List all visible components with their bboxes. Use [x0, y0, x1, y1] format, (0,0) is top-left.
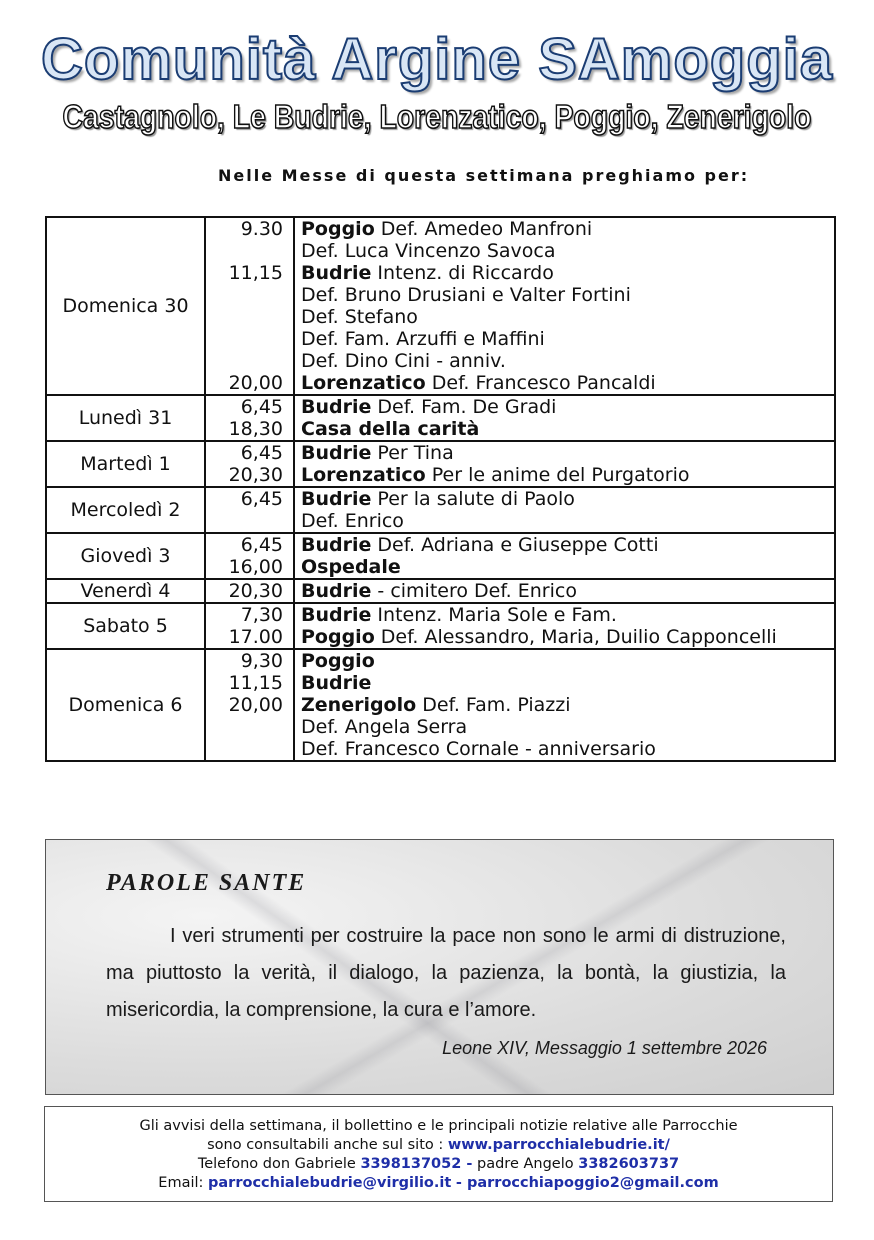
- phone-number-2[interactable]: 3382603737: [578, 1156, 680, 1172]
- contact-footer: [44, 1106, 833, 1202]
- mass-time: 9,30: [240, 650, 283, 672]
- parish-name: Ospedale: [301, 556, 401, 578]
- intention-line: [301, 626, 834, 648]
- footer-site-label: sono consultabili anche sul sito :: [207, 1137, 448, 1153]
- parish-name: Budrie: [301, 604, 372, 626]
- intention-line: [301, 738, 834, 760]
- mass-time: 9.30: [240, 218, 283, 240]
- times-cell: [205, 441, 294, 487]
- intention-text: Intenz. di Riccardo: [371, 262, 554, 284]
- email-separator: -: [455, 1175, 467, 1191]
- mass-time: 7,30: [240, 604, 283, 626]
- intention-text: Def. Dino Cini - anniv.: [301, 350, 506, 372]
- intention-line: [301, 534, 834, 556]
- parish-name: Budrie: [301, 488, 372, 510]
- email-label: Email:: [158, 1175, 209, 1191]
- day-cell: Martedì 1: [46, 441, 205, 487]
- email-link-1[interactable]: parrocchialebudrie@virgilio.it: [208, 1175, 452, 1191]
- schedule-row: [46, 603, 835, 649]
- times-cell: [205, 395, 294, 441]
- intention-line: [301, 284, 834, 306]
- intention-line: [301, 328, 834, 350]
- intention-text: Def. Fam. Piazzi: [416, 694, 571, 716]
- quote-signature: Leone XIV, Messaggio 1 settembre 2026: [442, 1038, 767, 1058]
- schedule-row: [46, 441, 835, 487]
- intention-line: [301, 218, 834, 240]
- mass-time: [206, 350, 283, 372]
- mass-time: 20,30: [228, 464, 283, 486]
- intention-line: [301, 306, 834, 328]
- footer-line-3: [45, 1155, 832, 1174]
- intentions-cell: [294, 579, 835, 603]
- footer-line-2: [45, 1136, 832, 1155]
- intentions-cell: [294, 441, 835, 487]
- intention-text: Def. Fam. De Gradi: [371, 396, 557, 418]
- intention-line: [301, 464, 834, 486]
- mass-time: [206, 328, 283, 350]
- times-cell: [205, 649, 294, 761]
- times-cell: [205, 603, 294, 649]
- parish-name: Budrie: [301, 672, 372, 694]
- parish-name: Budrie: [301, 396, 372, 418]
- mass-time: 11,15: [228, 672, 283, 694]
- schedule-row: [46, 533, 835, 579]
- intention-text: Def. Bruno Drusiani e Valter Fortini: [301, 284, 631, 306]
- mass-time: [206, 284, 283, 306]
- intention-line: [301, 418, 834, 440]
- mass-time: 20,30: [228, 580, 283, 602]
- schedule-row: [46, 395, 835, 441]
- times-cell: [205, 579, 294, 603]
- phone-label-2: padre Angelo: [477, 1156, 579, 1172]
- parishes-subtitle: Castagnolo, Le Budrie, Lorenzatico, Poggio, Zenerigolo: [62, 98, 812, 135]
- intention-text: Def. Alessandro, Maria, Duilio Capponcelli: [374, 626, 777, 648]
- parish-name: Budrie: [301, 580, 372, 602]
- mass-time: 20,00: [228, 694, 283, 716]
- intro-text: Nelle Messe di questa settimana preghiamo per:: [218, 166, 750, 185]
- intention-text: Per Tina: [371, 442, 454, 464]
- mass-time: [206, 716, 283, 738]
- mass-time: [206, 738, 283, 760]
- schedule-row: [46, 217, 835, 395]
- day-cell: Mercoledì 2: [46, 487, 205, 533]
- intention-line: [301, 350, 834, 372]
- intention-text: Def. Fam. Arzuffi e Maffini: [301, 328, 545, 350]
- website-link[interactable]: www.parrocchialebudrie.it/: [447, 1137, 670, 1153]
- intention-line: [301, 650, 834, 672]
- parish-name: Budrie: [301, 442, 372, 464]
- times-cell: [205, 217, 294, 395]
- intention-line: [301, 672, 834, 694]
- email-link-2[interactable]: parrocchiapoggio2@gmail.com: [466, 1175, 719, 1191]
- intentions-cell: [294, 603, 835, 649]
- intention-text: Def. Francesco Pancaldi: [425, 372, 656, 394]
- mass-time: 6,45: [240, 534, 283, 556]
- intention-line: [301, 240, 834, 262]
- intention-line: [301, 396, 834, 418]
- phone-number-1[interactable]: 3398137052 -: [360, 1156, 473, 1172]
- day-cell: Domenica 6: [46, 649, 205, 761]
- mass-schedule-table: [45, 216, 836, 762]
- parish-name: Zenerigolo: [301, 694, 417, 716]
- intention-line: [301, 694, 834, 716]
- day-cell: Lunedì 31: [46, 395, 205, 441]
- intention-line: [301, 262, 834, 284]
- intention-text: Def. Enrico: [301, 510, 404, 532]
- mass-time: 20,00: [228, 372, 283, 394]
- intention-line: [301, 442, 834, 464]
- schedule-row: [46, 487, 835, 533]
- mass-time: 11,15: [228, 262, 283, 284]
- intention-text: Def. Stefano: [301, 306, 418, 328]
- day-cell: Domenica 30: [46, 217, 205, 395]
- quote-title: PAROLE SANTE: [106, 870, 307, 896]
- intention-text: - cimitero Def. Enrico: [371, 580, 577, 602]
- intentions-cell: [294, 533, 835, 579]
- quote-box: [45, 839, 834, 1095]
- footer-line-1: Gli avvisi della settimana, il bollettino e le principali notizie relative alle Parrocchie: [139, 1118, 738, 1134]
- intentions-cell: [294, 395, 835, 441]
- schedule-body: [46, 217, 835, 761]
- intention-text: Per la salute di Paolo: [371, 488, 575, 510]
- community-title: Comunità Argine SAmoggia: [41, 27, 833, 92]
- mass-time: 6,45: [240, 396, 283, 418]
- intention-text: Def. Francesco Cornale - anniversario: [301, 738, 656, 760]
- intentions-cell: [294, 649, 835, 761]
- day-cell: Venerdì 4: [46, 579, 205, 603]
- intention-line: [301, 510, 834, 532]
- intentions-cell: [294, 217, 835, 395]
- mass-time: [206, 306, 283, 328]
- parish-name: Lorenzatico: [301, 464, 426, 486]
- intention-text: Def. Adriana e Giuseppe Cotti: [371, 534, 659, 556]
- times-cell: [205, 533, 294, 579]
- schedule-row: [46, 579, 835, 603]
- schedule-row: [46, 649, 835, 761]
- parish-name: Poggio: [301, 650, 375, 672]
- day-cell: Sabato 5: [46, 603, 205, 649]
- phone-label-1: Telefono don Gabriele: [197, 1156, 361, 1172]
- mass-time: 17.00: [228, 626, 283, 648]
- intention-line: [301, 716, 834, 738]
- parish-name: Lorenzatico: [301, 372, 426, 394]
- parish-name: Budrie: [301, 262, 372, 284]
- mass-time: [206, 510, 283, 532]
- mass-time: 6,45: [240, 442, 283, 464]
- intentions-cell: [294, 487, 835, 533]
- intention-text: Intenz. Maria Sole e Fam.: [371, 604, 617, 626]
- parish-name: Casa della carità: [301, 418, 480, 440]
- mass-time: 6,45: [240, 488, 283, 510]
- quote-text: I veri strumenti per costruire la pace non sono le armi di distruzione, ma piuttosto la verità, il dialogo, la pazienza, la bontà, la giustizia, la misericordia, la comprensione, la cura e l’amore.: [106, 925, 786, 1021]
- times-cell: [205, 487, 294, 533]
- intention-text: Def. Angela Serra: [301, 716, 468, 738]
- intention-line: [301, 488, 834, 510]
- intention-text: Def. Luca Vincenzo Savoca: [301, 240, 556, 262]
- parish-name: Poggio: [301, 626, 375, 648]
- intention-text: Per le anime del Purgatorio: [425, 464, 690, 486]
- mass-time: 16,00: [228, 556, 283, 578]
- intention-line: [301, 580, 834, 602]
- intention-line: [301, 604, 834, 626]
- mass-time: [206, 240, 283, 262]
- day-cell: Giovedì 3: [46, 533, 205, 579]
- parish-name: Poggio: [301, 218, 375, 240]
- intention-text: Def. Amedeo Manfroni: [374, 218, 593, 240]
- intention-line: [301, 372, 834, 394]
- intention-line: [301, 556, 834, 578]
- footer-line-4: [45, 1174, 832, 1193]
- mass-time: 18,30: [228, 418, 283, 440]
- parish-name: Budrie: [301, 534, 372, 556]
